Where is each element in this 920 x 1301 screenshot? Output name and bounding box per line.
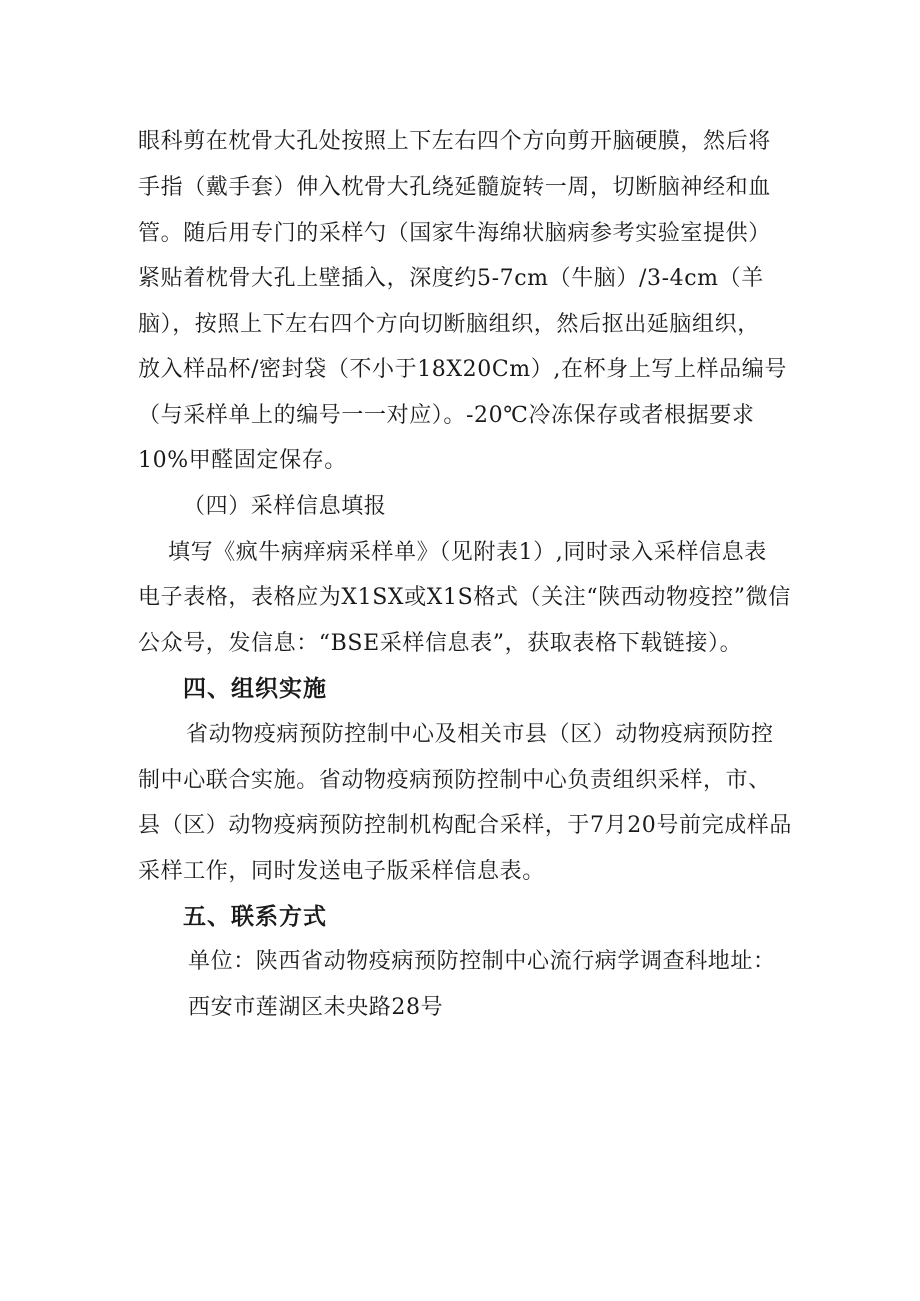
paragraph-line: 采样工作，同时发送电子版采样信息表。 xyxy=(138,859,545,884)
section-title-organization: 四、组织实施 xyxy=(183,676,327,702)
paragraph-line: 公众号，发信息：“BSE采样信息表”，获取表格下载链接）。 xyxy=(138,631,743,656)
paragraph-line: 10%甲醛固定保存。 xyxy=(138,448,347,473)
contact-address-line: 西安市莲湖区未央路28号 xyxy=(188,995,444,1020)
paragraph-line: （与采样单上的编号一一对应）。-20℃冷冻保存或者根据要求 xyxy=(138,403,755,428)
paragraph-line: 县（区）动物疫病预防控制机构配合采样，于7月20号前完成样品 xyxy=(138,813,792,838)
paragraph-line: 省动物疫病预防控制中心及相关市县（区）动物疫病预防控 xyxy=(186,722,774,747)
paragraph-line: 填写《疯牛病痒病采样单》（见附表1）,同时录入采样信息表 xyxy=(168,540,767,565)
paragraph-line: 放入样品杯/密封袋（不小于18X20Cm）,在杯身上写上样品编号 xyxy=(138,357,787,382)
paragraph-line: 紧贴着枕骨大孔上壁插入，深度约5-7cm（牛脑）/3-4cm（羊 xyxy=(138,266,764,291)
paragraph-line: 手指（戴手套）伸入枕骨大孔绕延髓旋转一周，切断脑神经和血 xyxy=(138,175,771,200)
subheading-sampling-info: （四）采样信息填报 xyxy=(183,494,387,519)
paragraph-line: 眼科剪在枕骨大孔处按照上下左右四个方向剪开脑硬膜，然后将 xyxy=(138,129,771,154)
contact-unit-line: 单位：陕西省动物疫病预防控制中心流行病学调查科地址： xyxy=(188,949,776,974)
paragraph-line: 制中心联合实施。省动物疫病预防控制中心负责组织采样，市、 xyxy=(138,768,771,793)
section-title-contact: 五、联系方式 xyxy=(183,904,327,930)
paragraph-line: 电子表格，表格应为X1SX或X1S格式（关注“陕西动物疫控”微信 xyxy=(138,585,791,610)
paragraph-line: 管。随后用专门的采样勺（国家牛海绵状脑病参考实验室提供） xyxy=(138,221,771,246)
paragraph-line: 脑），按照上下左右四个方向切断脑组织，然后抠出延脑组织， xyxy=(138,312,760,337)
